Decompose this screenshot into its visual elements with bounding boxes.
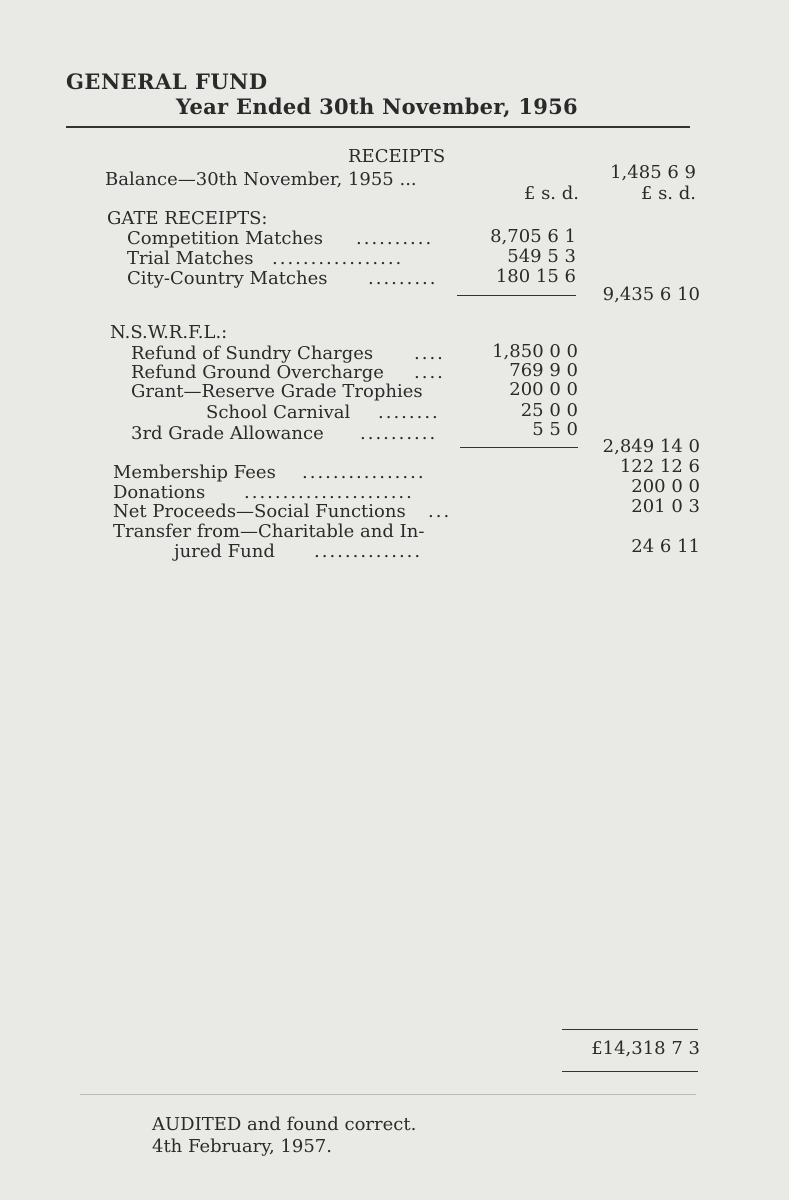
nswrfl-row-amount: 1,850 0 0	[492, 341, 578, 362]
grand-total-bottom-rule	[562, 1071, 698, 1072]
transfer-label-line2: jured Fund	[174, 541, 275, 562]
gate-row-leader: .................	[272, 248, 404, 269]
other-row-leader: ......................	[244, 482, 414, 503]
other-row-label: Net Proceeds—Social Functions	[113, 501, 406, 522]
other-row-label: Membership Fees	[113, 462, 276, 483]
column-heading-inner: £ s. d.	[523, 183, 579, 204]
other-row-amount: 201 0 3	[631, 496, 700, 517]
nswrfl-row-label: Grant—Reserve Grade Trophies	[131, 381, 423, 402]
gate-row-leader: .........	[368, 268, 438, 289]
nswrfl-row-label: Refund of Sundry Charges	[131, 343, 374, 364]
transfer-leader: ..............	[314, 541, 423, 562]
transfer-amount: 24 6 11	[631, 536, 700, 557]
nswrfl-row-amount: 5 5 0	[532, 419, 578, 440]
header-rule	[66, 126, 690, 128]
transfer-label-line1: Transfer from—Charitable and In-	[113, 521, 425, 542]
nswrfl-row-label: School Carnival	[206, 402, 351, 423]
gate-receipts-heading: GATE RECEIPTS:	[107, 208, 268, 229]
gate-total: 9,435 6 10	[602, 284, 700, 305]
gate-row-label: City-Country Matches	[127, 268, 328, 289]
nswrfl-row-leader: ........	[378, 402, 440, 423]
audit-date: 4th February, 1957.	[152, 1136, 332, 1157]
column-heading-outer: £ s. d.	[640, 183, 696, 204]
nswrfl-total: 2,849 14 0	[602, 436, 700, 457]
other-row-label: Donations	[113, 482, 206, 503]
other-row-amount: 200 0 0	[631, 476, 700, 497]
gate-row-amount: 549 5 3	[507, 246, 576, 267]
nswrfl-row-label: Refund Ground Overcharge	[131, 362, 384, 383]
gate-row-leader: ..........	[356, 228, 434, 249]
gate-row-label: Competition Matches	[127, 228, 323, 249]
other-row-leader: ................	[302, 462, 426, 483]
nswrfl-row-leader: ..........	[360, 423, 438, 444]
nswrfl-row-amount: 769 9 0	[509, 360, 578, 381]
nswrfl-row-amount: 200 0 0	[509, 379, 578, 400]
balance-amount: 1,485 6 9	[610, 162, 696, 183]
grand-total: £14,318 7 3	[591, 1038, 700, 1059]
gate-subtotal-rule	[457, 295, 576, 296]
gate-row-amount: 180 15 6	[495, 266, 576, 287]
receipts-heading: RECEIPTS	[348, 146, 446, 167]
gate-row-label: Trial Matches	[127, 248, 254, 269]
footer-rule	[80, 1094, 696, 1095]
nswrfl-row-leader: ....	[414, 343, 445, 364]
nswrfl-row-amount: 25 0 0	[520, 400, 578, 421]
fund-subtitle: Year Ended 30th November, 1956	[176, 94, 578, 119]
gate-row-amount: 8,705 6 1	[490, 226, 576, 247]
nswrfl-row-label: 3rd Grade Allowance	[131, 423, 324, 444]
other-row-leader: ...	[428, 501, 452, 522]
audit-statement: AUDITED and found correct.	[152, 1114, 417, 1135]
grand-total-top-rule	[562, 1029, 698, 1030]
other-row-amount: 122 12 6	[619, 456, 700, 477]
nswrfl-heading: N.S.W.R.F.L.:	[110, 322, 228, 343]
nswrfl-subtotal-rule	[460, 447, 578, 448]
fund-title: GENERAL FUND	[66, 69, 268, 94]
balance-label: Balance—30th November, 1955 ...	[105, 169, 417, 190]
nswrfl-row-leader: ....	[414, 362, 445, 383]
